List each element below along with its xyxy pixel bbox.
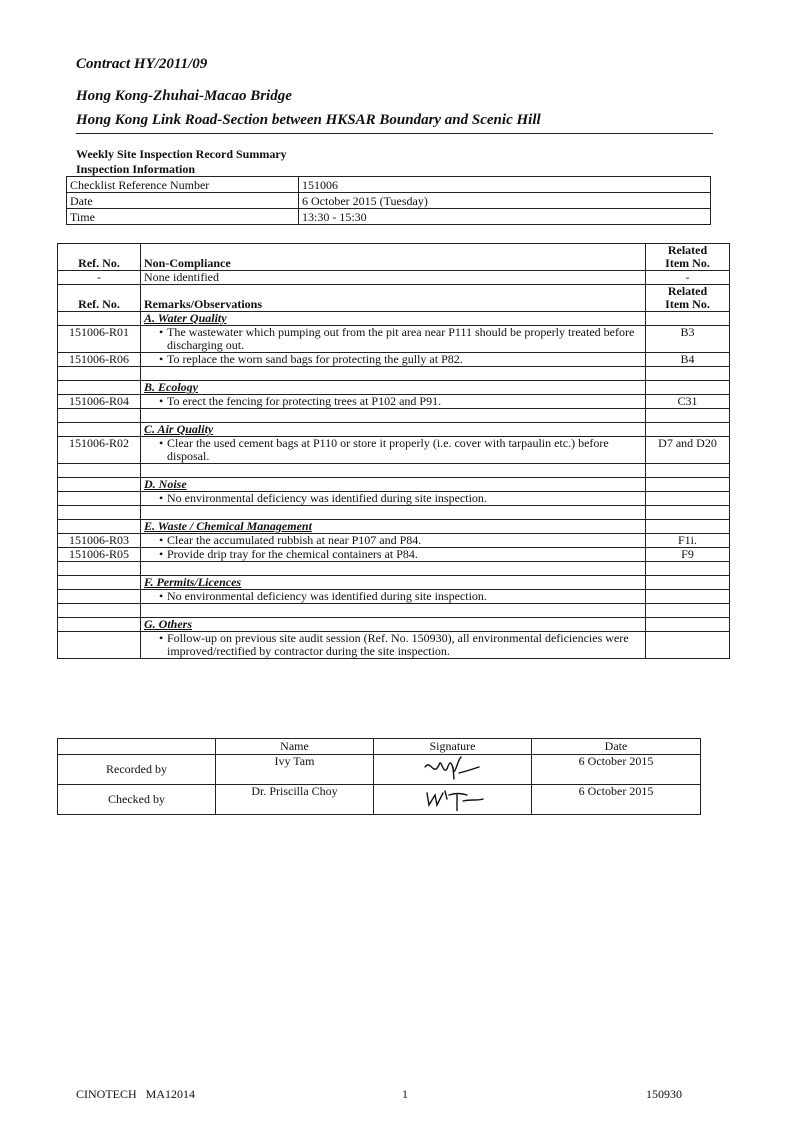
related-header-line2: Item No. bbox=[665, 297, 710, 311]
nc-item: - bbox=[646, 271, 730, 285]
blank-row bbox=[58, 562, 730, 576]
info-row bbox=[67, 193, 711, 209]
info-label: Time bbox=[67, 209, 299, 225]
section-row bbox=[58, 381, 730, 395]
inspection-info-title: Inspection Information bbox=[76, 162, 196, 176]
info-value: 13:30 - 15:30 bbox=[299, 209, 711, 225]
section-row bbox=[58, 576, 730, 590]
remark-text: • No environmental deficiency was identified during site inspection. bbox=[159, 492, 642, 505]
section-water-quality: A. Water Quality bbox=[144, 311, 227, 325]
header-row bbox=[58, 285, 730, 312]
table-row bbox=[58, 590, 730, 604]
table-row bbox=[58, 395, 730, 409]
name-cell: Dr. Priscilla Choy bbox=[216, 785, 374, 815]
info-label: Date bbox=[67, 193, 299, 209]
blank-row bbox=[58, 506, 730, 520]
table-row bbox=[58, 326, 730, 353]
blank-row bbox=[58, 409, 730, 423]
related-header-line1: Related bbox=[667, 284, 708, 298]
related-item-header bbox=[646, 285, 730, 312]
ref-cell: 151006-R06 bbox=[58, 353, 141, 367]
signoff-header-row bbox=[58, 739, 701, 755]
info-row bbox=[67, 209, 711, 225]
role-cell: Checked by bbox=[58, 785, 216, 815]
ref-header: Ref. No. bbox=[58, 285, 141, 312]
item-cell: C31 bbox=[646, 395, 730, 409]
blank-row bbox=[58, 367, 730, 381]
related-item-header bbox=[646, 244, 730, 271]
signature-cell bbox=[374, 785, 532, 815]
remark-text: • No environmental deficiency was identified during site inspection. bbox=[159, 590, 642, 603]
section-air-quality: C. Air Quality bbox=[144, 422, 214, 436]
remark-text: • Clear the used cement bags at P110 or store it properly (i.e. cover with tarpaulin etc.) before disposal. bbox=[159, 437, 642, 463]
header-row bbox=[58, 244, 730, 271]
signature-ivy-tam bbox=[413, 755, 493, 781]
section-permits-licences: F. Permits/Licences bbox=[144, 575, 242, 589]
remark-text: • To replace the worn sand bags for protecting the gully at P82. bbox=[159, 353, 642, 366]
section-row bbox=[58, 520, 730, 534]
ref-cell: 151006-R04 bbox=[58, 395, 141, 409]
date-header: Date bbox=[532, 739, 701, 755]
section-row bbox=[58, 478, 730, 492]
signature-priscilla-choy bbox=[413, 785, 493, 811]
section-row bbox=[58, 423, 730, 437]
related-header-line2: Item No. bbox=[665, 256, 710, 270]
inspection-info-table bbox=[66, 176, 711, 225]
name-header: Name bbox=[216, 739, 374, 755]
signoff-row bbox=[58, 755, 701, 785]
remark-text: • To erect the fencing for protecting trees at P102 and P91. bbox=[159, 395, 642, 408]
remark-text: • Clear the accumulated rubbish at near P107 and P84. bbox=[159, 534, 642, 547]
section-noise: D. Noise bbox=[144, 477, 187, 491]
remark-text: • The wastewater which pumping out from the pit area near P111 should be properly treated before discharging out. bbox=[159, 326, 642, 352]
section-row bbox=[58, 312, 730, 326]
inspection-record-table bbox=[57, 243, 730, 659]
ref-cell: 151006-R03 bbox=[58, 534, 141, 548]
table-row bbox=[58, 548, 730, 562]
non-compliance-header: Non-Compliance bbox=[141, 244, 646, 271]
signoff-table bbox=[57, 738, 701, 815]
info-label: Checklist Reference Number bbox=[67, 177, 299, 193]
blank-row bbox=[58, 464, 730, 478]
blank-row bbox=[58, 604, 730, 618]
table-row bbox=[58, 271, 730, 285]
table-row bbox=[58, 492, 730, 506]
remarks-header: Remarks/Observations bbox=[141, 285, 646, 312]
info-row bbox=[67, 177, 711, 193]
table-row bbox=[58, 437, 730, 464]
page-number: 1 bbox=[402, 1087, 408, 1101]
role-cell: Recorded by bbox=[58, 755, 216, 785]
section-ecology: B. Ecology bbox=[144, 380, 198, 394]
header-rule bbox=[76, 133, 713, 134]
summary-title: Weekly Site Inspection Record Summary bbox=[76, 147, 287, 161]
table-row bbox=[58, 534, 730, 548]
item-cell: B3 bbox=[646, 326, 730, 353]
signature-cell bbox=[374, 755, 532, 785]
ref-cell: 151006-R05 bbox=[58, 548, 141, 562]
section-row bbox=[58, 618, 730, 632]
section-waste-chemical: E. Waste / Chemical Management bbox=[144, 519, 312, 533]
footer-left: CINOTECH MA12014 bbox=[76, 1087, 195, 1101]
table-row bbox=[58, 632, 730, 659]
section-title: Hong Kong Link Road-Section between HKSAR Boundary and Scenic Hill bbox=[76, 112, 541, 128]
ref-cell: 151006-R01 bbox=[58, 326, 141, 353]
date-cell: 6 October 2015 bbox=[532, 755, 701, 785]
project-title: Hong Kong-Zhuhai-Macao Bridge bbox=[76, 88, 292, 104]
date-cell: 6 October 2015 bbox=[532, 785, 701, 815]
remark-text: • Provide drip tray for the chemical containers at P84. bbox=[159, 548, 642, 561]
ref-header: Ref. No. bbox=[58, 244, 141, 271]
nc-text: None identified bbox=[141, 271, 646, 285]
footer-right: 150930 bbox=[646, 1087, 682, 1101]
signoff-row bbox=[58, 785, 701, 815]
info-value: 6 October 2015 (Tuesday) bbox=[299, 193, 711, 209]
name-cell: Ivy Tam bbox=[216, 755, 374, 785]
info-value: 151006 bbox=[299, 177, 711, 193]
signature-header: Signature bbox=[374, 739, 532, 755]
item-cell: F9 bbox=[646, 548, 730, 562]
table-row bbox=[58, 353, 730, 367]
item-cell: D7 and D20 bbox=[646, 437, 730, 464]
ref-cell: 151006-R02 bbox=[58, 437, 141, 464]
nc-ref: - bbox=[58, 271, 141, 285]
contract-number: Contract HY/2011/09 bbox=[76, 56, 208, 72]
remark-text: • Follow-up on previous site audit session (Ref. No. 150930), all environmental deficiencies were improved/rectified by contractor during the site inspection. bbox=[159, 632, 642, 658]
section-others: G. Others bbox=[144, 617, 193, 631]
item-cell: F1i. bbox=[646, 534, 730, 548]
item-cell: B4 bbox=[646, 353, 730, 367]
related-header-line1: Related bbox=[667, 243, 708, 257]
